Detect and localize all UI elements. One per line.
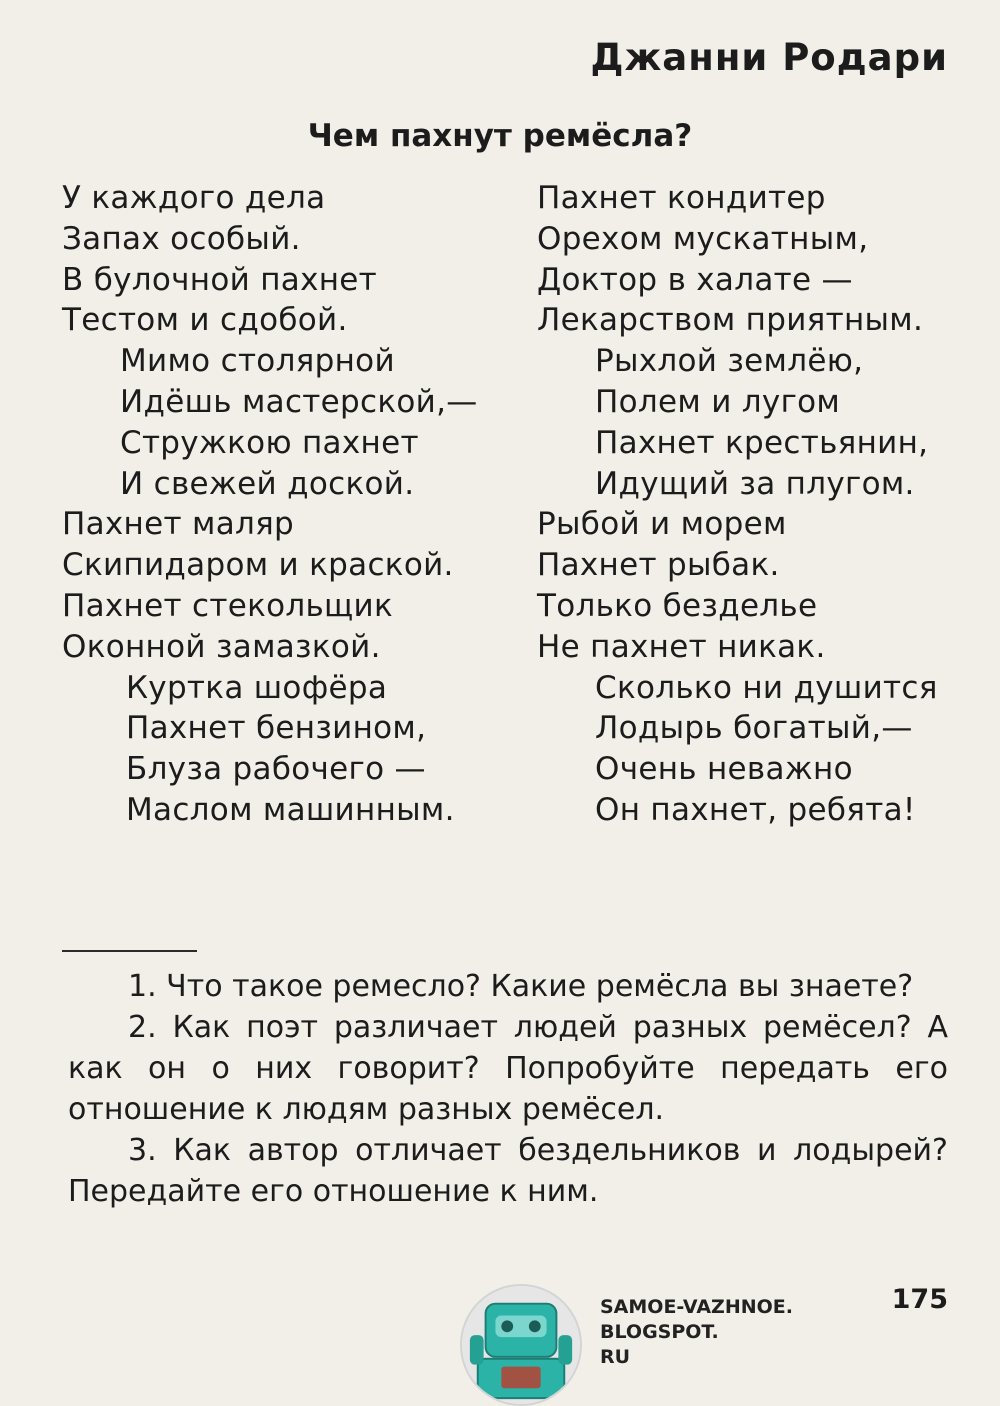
poem-line: Тестом и сдобой.: [62, 302, 348, 339]
poem-line: Лодырь богатый,—: [595, 710, 913, 747]
poem-line: Он пахнет, ребята!: [595, 791, 916, 828]
poem-line: Маслом машинным.: [126, 791, 455, 828]
poem-line: Только безделье: [537, 587, 818, 624]
question-item: [68, 966, 948, 1007]
poem-line: Очень неважно: [595, 751, 853, 788]
poem-right-column: [537, 178, 938, 831]
poem-line: Оконной замазкой.: [62, 628, 381, 665]
poem-line: Пахнет кондитер: [537, 180, 826, 216]
poem-line: Пахнет стекольщик: [62, 587, 394, 624]
watermark-line: BLOGSPOT.: [600, 1321, 719, 1343]
author-name: Джанни Родари: [590, 36, 948, 79]
poem-line: Скипидаром и краской.: [62, 547, 454, 584]
question-number: 3.: [128, 1133, 157, 1168]
poem-line: Блуза рабочего —: [126, 751, 426, 788]
question-text: Как поэт различает людей разных ремёсел? А как он о них говорит? Попробуйте передать его отношение к людям разных ремёсел.: [68, 1010, 948, 1127]
question-item: [68, 1130, 948, 1212]
poem-line: Пахнет бензином,: [126, 710, 427, 747]
watermark-site: [600, 1295, 793, 1370]
poem-left-column: [62, 178, 478, 831]
poem-line: Куртка шофёра: [126, 669, 388, 706]
poem-line: Пахнет маляр: [62, 506, 295, 543]
poem-line: Лекарством приятным.: [537, 302, 924, 339]
poem-line: Рыбой и морем: [537, 506, 787, 543]
poem-line: Рыхлой землёю,: [595, 343, 864, 380]
poem-line: Пахнет крестьянин,: [595, 424, 929, 461]
question-number: 1.: [128, 969, 157, 1004]
poem-line: Полем и лугом: [595, 383, 841, 420]
poem-line: Доктор в халате —: [537, 261, 853, 298]
robot-icon: [460, 1284, 582, 1406]
question-number: 2.: [128, 1010, 157, 1045]
poem-line: Идущий за плугом.: [595, 465, 915, 502]
poem-line: Запах особый.: [62, 220, 301, 257]
question-text: Как автор отличает бездельников и лодырей? Передайте его отношение к ним.: [68, 1133, 948, 1209]
poem-line: И свежей доской.: [120, 465, 415, 502]
question-item: [68, 1007, 948, 1130]
section-divider: [62, 950, 197, 952]
poem-line: Не пахнет никак.: [537, 628, 826, 665]
poem-line: Мимо столярной: [120, 343, 395, 380]
page-number: 175: [891, 1284, 948, 1315]
poem-title: Чем пахнут ремёсла?: [307, 118, 693, 154]
poem-line: У каждого дела: [62, 180, 326, 216]
poem-line: В булочной пахнет: [62, 261, 378, 298]
question-text: Что такое ремесло? Какие ремёсла вы знаете?: [166, 969, 914, 1004]
poem-line: Орехом мускатным,: [537, 220, 869, 257]
questions-block: [68, 966, 948, 1212]
watermark-line: SAMOE-VAZHNOE.: [600, 1296, 793, 1318]
poem-line: Идёшь мастерской,—: [120, 383, 478, 420]
poem-line: Стружкою пахнет: [120, 424, 419, 461]
watermark-line: RU: [600, 1346, 631, 1368]
poem-line: Пахнет рыбак.: [537, 547, 780, 584]
poem-line: Сколько ни душится: [595, 669, 938, 706]
